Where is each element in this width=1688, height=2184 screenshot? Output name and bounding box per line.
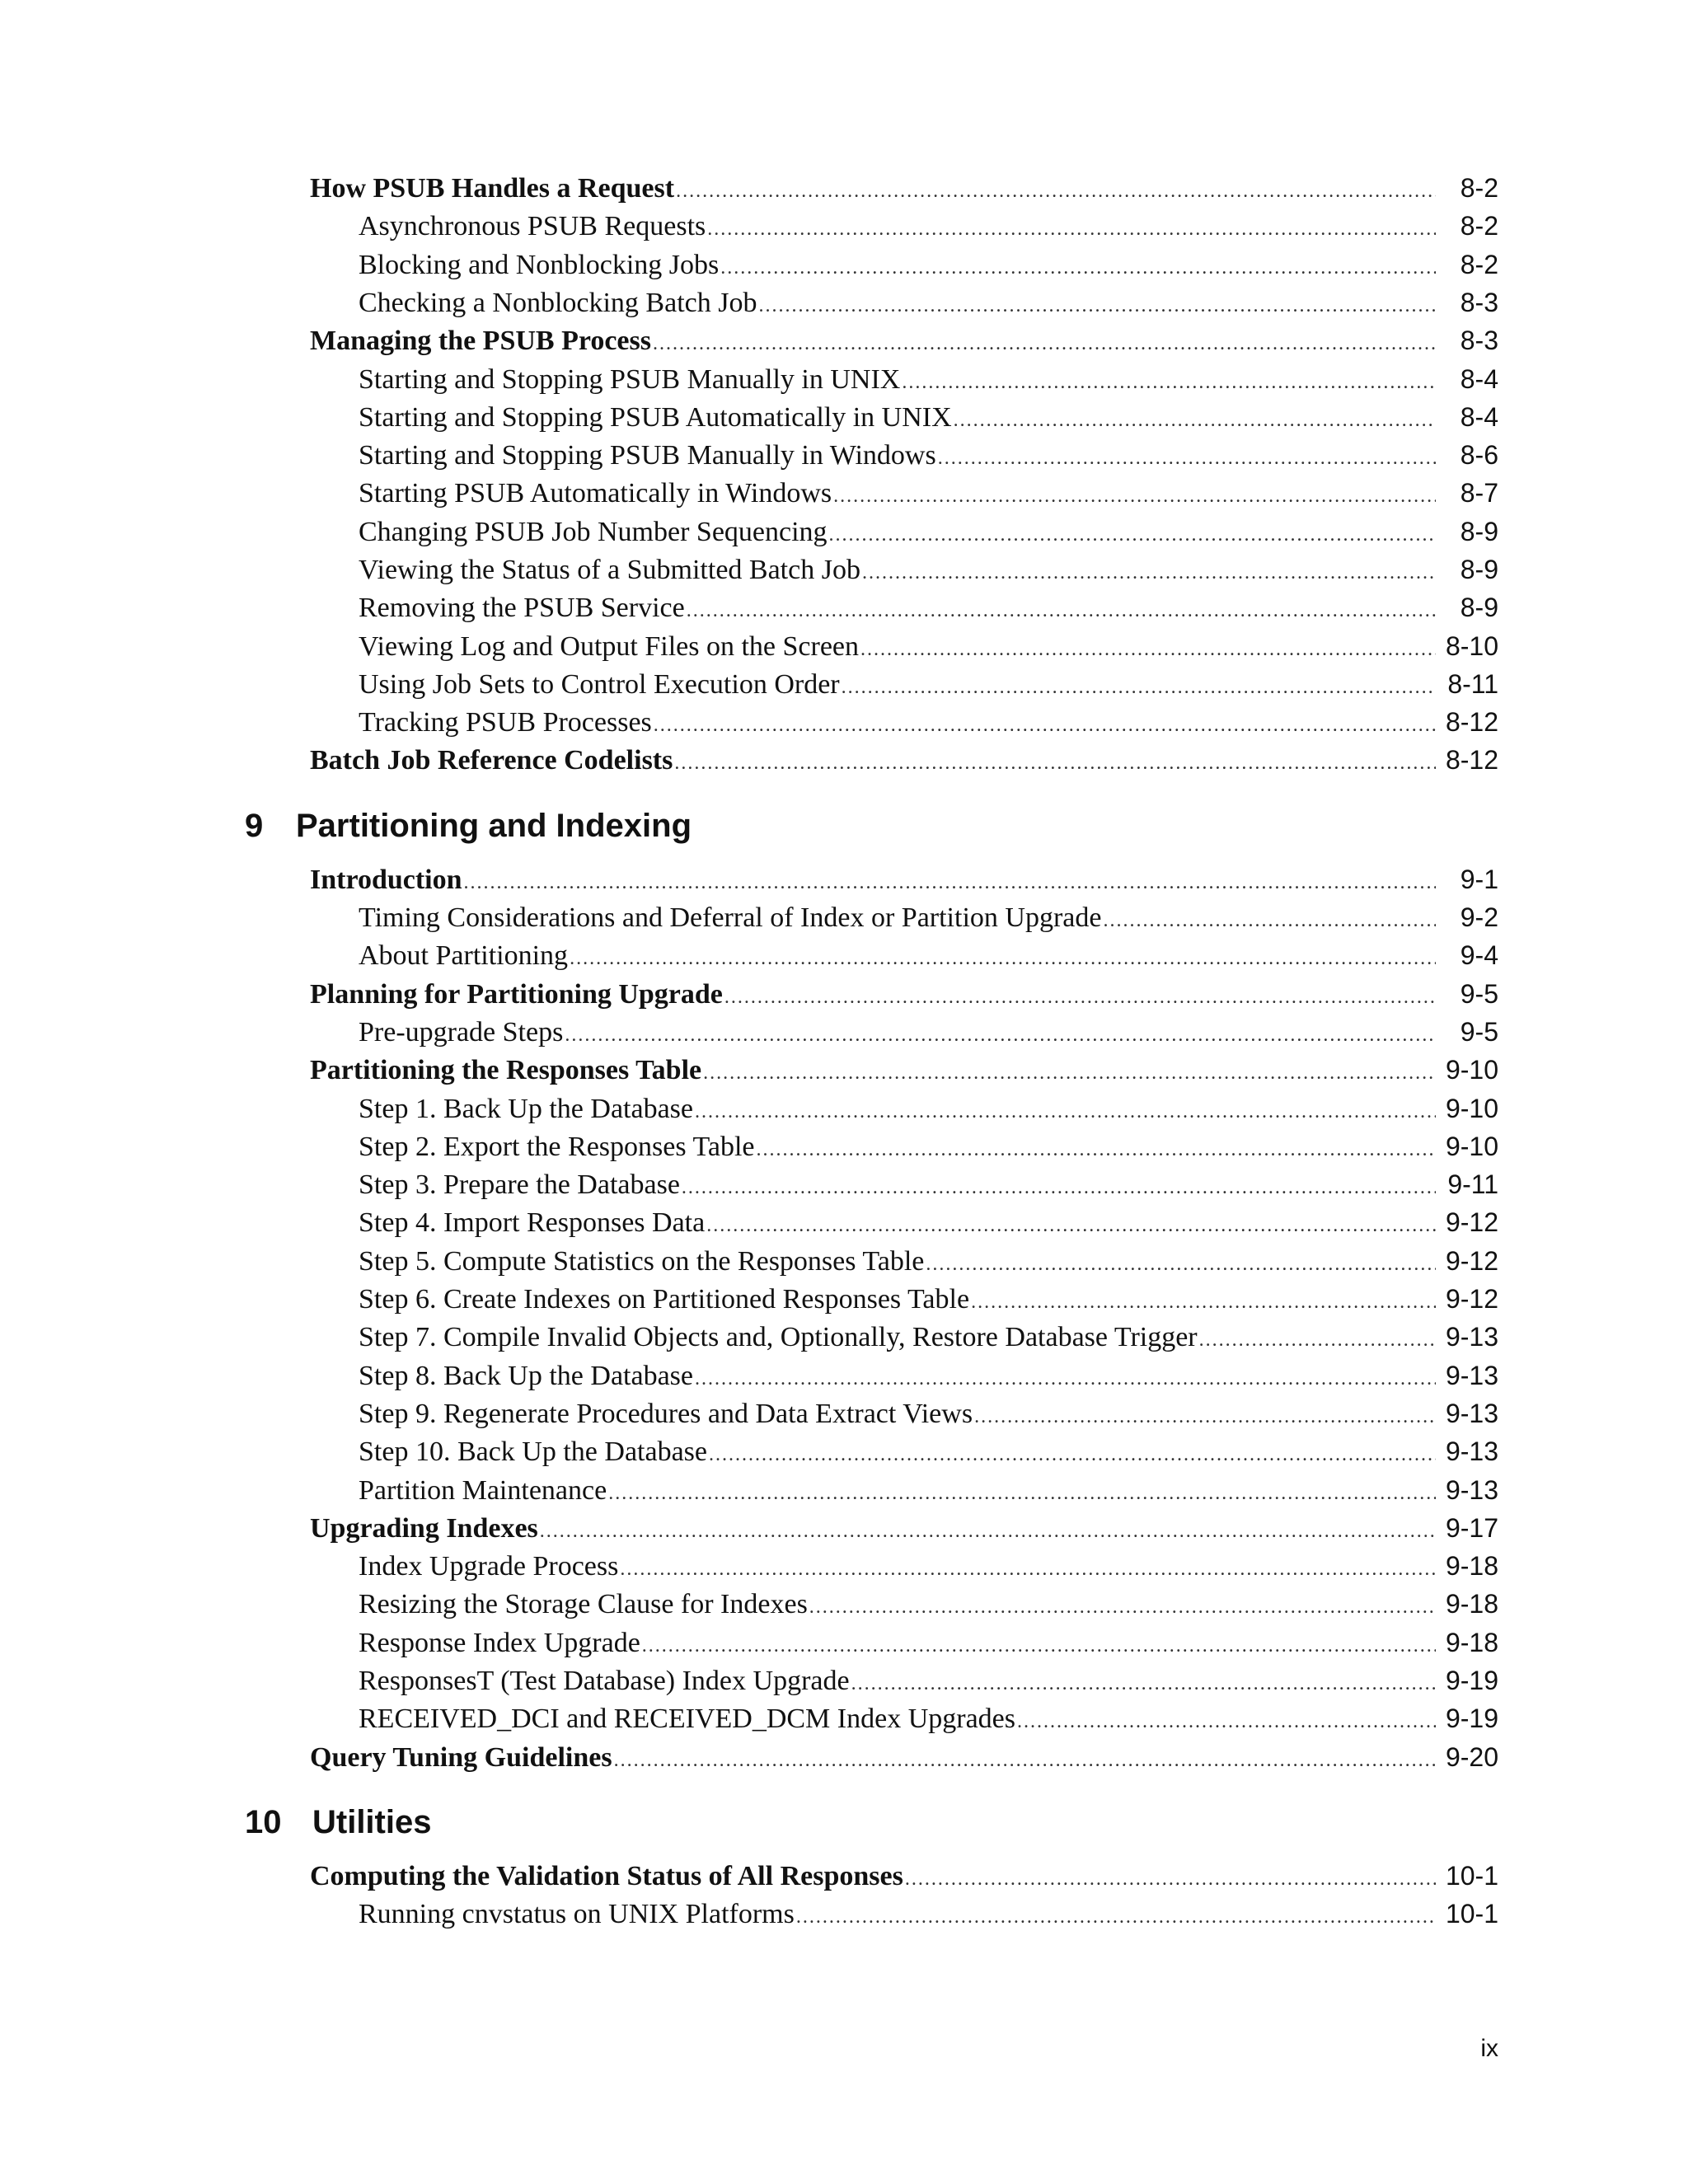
toc-entry-page-number: 8-6 <box>1460 440 1498 470</box>
toc-entry-page-number: 9-11 <box>1447 1169 1498 1199</box>
toc-entry-title: Resizing the Storage Clause for Indexes <box>359 1589 808 1619</box>
toc-entry-page-number: 8-9 <box>1460 555 1498 584</box>
toc-entry-subheading[interactable] <box>359 898 1498 936</box>
page-folio: ix <box>1480 2035 1498 2062</box>
dot-leader <box>860 630 1436 668</box>
toc-entry-heading[interactable] <box>310 1857 1498 1895</box>
toc-entry-page-number: 8-3 <box>1460 326 1498 355</box>
toc-entry-subheading[interactable] <box>359 588 1498 626</box>
toc-entry-page-number: 8-12 <box>1445 745 1498 775</box>
dot-leader <box>829 516 1436 554</box>
dot-leader <box>464 864 1436 902</box>
dot-leader <box>1103 902 1436 940</box>
toc-entry-heading[interactable] <box>310 741 1498 779</box>
dot-leader <box>706 1207 1436 1244</box>
toc-entry-title: Using Job Sets to Control Execution Order <box>359 669 840 700</box>
toc-entry-title: Index Upgrade Process <box>359 1551 619 1582</box>
dot-leader <box>707 210 1436 248</box>
toc-entry-subheading[interactable] <box>359 1280 1498 1318</box>
toc-entry-subheading[interactable] <box>359 1585 1498 1623</box>
toc-entry-page-number: 10-1 <box>1445 1899 1498 1929</box>
toc-entry-title: Step 1. Back Up the Database <box>359 1094 693 1124</box>
toc-entry-heading[interactable] <box>310 975 1498 1013</box>
toc-entry-title: Step 7. Compile Invalid Objects and, Optionally, Restore Database Trigger <box>359 1322 1198 1352</box>
toc-entry-subheading[interactable] <box>359 1661 1498 1699</box>
toc-entry-title: Tracking PSUB Processes <box>359 707 652 738</box>
dot-leader <box>703 1054 1436 1092</box>
dot-leader <box>565 1016 1436 1054</box>
toc-entry-title: Starting and Stopping PSUB Manually in UNIX <box>359 364 901 395</box>
dot-leader <box>756 1131 1436 1169</box>
toc-entry-title: Pre-upgrade Steps <box>359 1017 564 1047</box>
toc-entry-subheading[interactable] <box>359 665 1498 703</box>
dot-leader <box>758 287 1436 325</box>
toc-entry-title: RECEIVED_DCI and RECEIVED_DCM Index Upgrades <box>359 1704 1015 1734</box>
toc-entry-page-number: 9-12 <box>1445 1284 1498 1314</box>
toc-entry-subheading[interactable] <box>359 284 1498 321</box>
toc-entry-page-number: 9-19 <box>1445 1704 1498 1733</box>
toc-entry-title: Step 9. Regenerate Procedures and Data Extract Views <box>359 1399 973 1429</box>
toc-entry-page-number: 9-19 <box>1445 1666 1498 1695</box>
toc-entry-heading[interactable] <box>310 1738 1498 1776</box>
chapter-number: 9 <box>245 807 264 844</box>
toc-entry-subheading[interactable] <box>359 1013 1498 1051</box>
dot-leader <box>1017 1703 1436 1741</box>
toc-entry-subheading[interactable] <box>359 936 1498 974</box>
dot-leader <box>971 1283 1436 1321</box>
toc-entry-subheading[interactable] <box>359 1699 1498 1737</box>
toc-entry-page-number: 9-5 <box>1460 979 1498 1009</box>
toc-entry-title: Managing the PSUB Process <box>310 326 651 356</box>
toc-entry-title: Starting and Stopping PSUB Manually in Windows <box>359 440 936 471</box>
toc-entry-title: Step 4. Import Responses Data <box>359 1207 706 1238</box>
toc-entry-heading[interactable] <box>310 1051 1498 1089</box>
toc-entry-title: Partitioning the Responses Table <box>310 1055 702 1085</box>
dot-leader <box>687 592 1436 630</box>
toc-entry-subheading[interactable] <box>359 1165 1498 1203</box>
toc-entry-title: Step 3. Prepare the Database <box>359 1169 680 1200</box>
toc-entry-subheading[interactable] <box>359 1432 1498 1470</box>
dot-leader <box>938 439 1436 477</box>
dot-leader <box>926 1245 1436 1283</box>
dot-leader <box>614 1741 1436 1779</box>
toc-entry-subheading[interactable] <box>359 1127 1498 1165</box>
toc-entry-page-number: 9-17 <box>1445 1513 1498 1543</box>
toc-entry-title: Viewing Log and Output Files on the Screen <box>359 631 860 662</box>
toc-entry-page-number: 9-4 <box>1460 940 1498 970</box>
toc-entry-heading[interactable] <box>310 169 1498 207</box>
toc-entry-title: How PSUB Handles a Request <box>310 173 675 204</box>
toc-entry-title: Step 8. Back Up the Database <box>359 1361 693 1391</box>
toc-entry-heading[interactable] <box>310 860 1498 898</box>
toc-entry-page-number: 9-12 <box>1445 1246 1498 1276</box>
dot-leader <box>902 363 1436 401</box>
dot-leader <box>905 1860 1436 1898</box>
toc-entry-page-number: 8-4 <box>1460 364 1498 394</box>
toc-entry-title: Running cnvstatus on UNIX Platforms <box>359 1899 795 1929</box>
toc-entry-page-number: 8-7 <box>1460 478 1498 508</box>
dot-leader <box>540 1512 1436 1550</box>
toc-entry-page-number: 9-10 <box>1445 1055 1498 1085</box>
toc-entry-page-number: 9-13 <box>1445 1475 1498 1505</box>
toc-entry-page-number: 8-9 <box>1460 517 1498 546</box>
toc-entry-page-number: 9-12 <box>1445 1207 1498 1237</box>
toc-entry-title: Response Index Upgrade <box>359 1628 640 1658</box>
toc-entry-subheading[interactable] <box>359 1090 1498 1127</box>
chapter-heading[interactable] <box>245 1799 431 1845</box>
toc-entry-subheading[interactable] <box>359 1203 1498 1241</box>
toc-entry-heading[interactable] <box>310 321 1498 359</box>
toc-entry-title: Starting and Stopping PSUB Automatically in UNIX <box>359 402 952 433</box>
dot-leader <box>954 401 1436 439</box>
dot-leader <box>862 554 1436 592</box>
dot-leader <box>851 1665 1436 1703</box>
toc-entry-page-number: 9-5 <box>1460 1017 1498 1047</box>
dot-leader <box>654 706 1436 744</box>
toc-entry-title: About Partitioning <box>359 940 569 971</box>
dot-leader <box>809 1588 1436 1626</box>
toc-entry-subheading[interactable] <box>359 246 1498 284</box>
dot-leader <box>682 1169 1436 1207</box>
toc-entry-page-number: 8-11 <box>1447 669 1498 699</box>
toc-entry-subheading[interactable] <box>359 1547 1498 1585</box>
toc-entry-title: Removing the PSUB Service <box>359 593 685 623</box>
toc-entry-subheading[interactable] <box>359 1318 1498 1356</box>
toc-entry-heading[interactable] <box>310 1509 1498 1547</box>
chapter-title: Utilities <box>312 1804 432 1840</box>
chapter-number: 10 <box>245 1804 282 1840</box>
toc-entry-page-number: 9-13 <box>1445 1436 1498 1466</box>
dot-leader <box>833 477 1436 515</box>
toc-entry-title: Asynchronous PSUB Requests <box>359 211 706 241</box>
toc-entry-subheading[interactable] <box>359 207 1498 245</box>
toc-entry-subheading[interactable] <box>359 627 1498 665</box>
toc-entry-subheading[interactable] <box>359 551 1498 588</box>
toc-entry-page-number: 9-18 <box>1445 1551 1498 1581</box>
dot-leader <box>695 1093 1436 1131</box>
toc-entry-subheading[interactable] <box>359 474 1498 512</box>
dot-leader <box>676 172 1436 210</box>
dot-leader <box>720 249 1436 287</box>
toc-entry-subheading[interactable] <box>359 1895 1498 1933</box>
toc-entry-title: Timing Considerations and Deferral of Index or Partition Upgrade <box>359 902 1102 933</box>
dot-leader <box>974 1398 1436 1436</box>
toc-entry-subheading[interactable] <box>359 436 1498 474</box>
toc-entry-title: Upgrading Indexes <box>310 1513 538 1544</box>
dot-leader <box>608 1474 1436 1512</box>
toc-entry-title: Batch Job Reference Codelists <box>310 745 673 776</box>
toc-entry-subheading[interactable] <box>359 1394 1498 1432</box>
dot-leader <box>695 1360 1436 1398</box>
toc-entry-title: Blocking and Nonblocking Jobs <box>359 250 720 280</box>
dot-leader <box>642 1627 1436 1665</box>
toc-entry-title: Starting PSUB Automatically in Windows <box>359 478 832 509</box>
toc-entry-page-number: 8-4 <box>1460 402 1498 432</box>
toc-entry-page-number: 9-13 <box>1445 1399 1498 1428</box>
toc-entry-subheading[interactable] <box>359 1242 1498 1280</box>
toc-entry-page-number: 10-1 <box>1445 1861 1498 1891</box>
toc-entry-page-number: 9-18 <box>1445 1589 1498 1619</box>
dot-leader <box>1199 1321 1436 1359</box>
chapter-heading[interactable] <box>245 803 692 849</box>
toc-entry-page-number: 8-3 <box>1460 288 1498 317</box>
toc-entry-title: Viewing the Status of a Submitted Batch Job <box>359 555 860 585</box>
toc-entry-page-number: 8-12 <box>1445 707 1498 737</box>
toc-entry-title: ResponsesT (Test Database) Index Upgrade <box>359 1666 850 1696</box>
toc-entry-page-number: 8-2 <box>1460 211 1498 241</box>
toc-entry-title: Step 2. Export the Responses Table <box>359 1132 755 1162</box>
toc-entry-title: Step 10. Back Up the Database <box>359 1436 707 1467</box>
toc-entry-page-number: 9-13 <box>1445 1322 1498 1352</box>
toc-entry-title: Computing the Validation Status of All Responses <box>310 1861 903 1891</box>
toc-entry-title: Query Tuning Guidelines <box>310 1742 612 1773</box>
toc-entry-title: Changing PSUB Job Number Sequencing <box>359 517 828 547</box>
toc-entry-page-number: 8-2 <box>1460 250 1498 279</box>
dot-leader <box>674 744 1436 782</box>
toc-entry-subheading[interactable] <box>359 513 1498 551</box>
toc-entry-title: Step 6. Create Indexes on Partitioned Responses Table <box>359 1284 970 1315</box>
toc-entry-title: Planning for Partitioning Upgrade <box>310 979 723 1010</box>
dot-leader <box>653 325 1436 363</box>
dot-leader <box>709 1436 1436 1474</box>
toc-entry-title: Introduction <box>310 865 462 895</box>
toc-entry-page-number: 9-2 <box>1460 902 1498 932</box>
toc-entry-subheading[interactable] <box>359 360 1498 398</box>
toc-entry-subheading[interactable] <box>359 1357 1498 1394</box>
dot-leader <box>620 1550 1436 1588</box>
toc-entry-subheading[interactable] <box>359 1624 1498 1661</box>
toc-entry-page-number: 9-18 <box>1445 1628 1498 1657</box>
toc-entry-title: Checking a Nonblocking Batch Job <box>359 288 757 318</box>
dot-leader <box>796 1898 1436 1936</box>
dot-leader <box>570 940 1436 977</box>
toc-entry-subheading[interactable] <box>359 703 1498 741</box>
toc-entry-page-number: 9-10 <box>1445 1132 1498 1161</box>
toc-entry-page-number: 8-2 <box>1460 173 1498 203</box>
toc-entry-title: Partition Maintenance <box>359 1475 607 1506</box>
toc-entry-page-number: 8-9 <box>1460 593 1498 622</box>
toc-entry-subheading[interactable] <box>359 1471 1498 1509</box>
toc-entry-page-number: 9-20 <box>1445 1742 1498 1772</box>
toc-entry-page-number: 9-13 <box>1445 1361 1498 1390</box>
chapter-title: Partitioning and Indexing <box>296 807 692 844</box>
toc-entry-title: Step 5. Compute Statistics on the Responses Table <box>359 1246 925 1277</box>
toc-entry-page-number: 9-1 <box>1460 865 1498 894</box>
toc-entry-subheading[interactable] <box>359 398 1498 436</box>
toc-entry-page-number: 9-10 <box>1445 1094 1498 1123</box>
dot-leader <box>724 978 1436 1016</box>
toc-entry-page-number: 8-10 <box>1445 631 1498 661</box>
dot-leader <box>842 668 1436 706</box>
